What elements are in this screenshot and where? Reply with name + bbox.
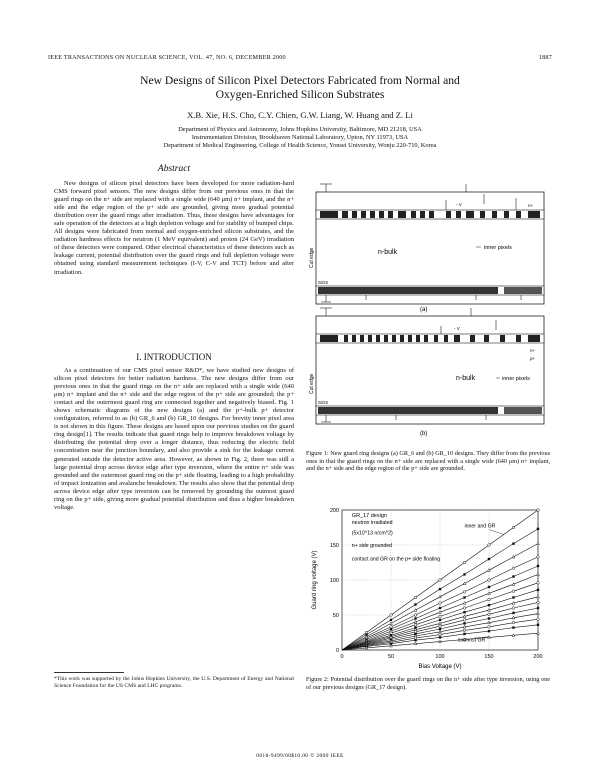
data-point — [537, 601, 540, 604]
annotation-arrow — [489, 530, 504, 535]
annotation-floating: contact and GR on the p+ side floating — [351, 556, 441, 563]
data-point — [512, 575, 514, 577]
annotation-outmost-gr: outmost GR — [457, 637, 486, 644]
introduction-text: As a continuation of our CMS pixel sensor R&D*, we have studied new designs of silicon pixel detectors for better radiation hardness. The new designs differ from our previous ones in that the guard rings on the n+ side are replaced with a single wide (640 μm) n+ implant and the n+ side and the edge region of the p+ side are grounded; the p+ contact and the outermost guard ring are connected together and negatively biased. Fig. 1 shows schematic diagrams of the new designs (a) and the p+-bulk p+ detector configuration, referred to as (b) GR_6 and (b) GR_10 designs. For brevity inner pixel area is not shown in this figure. These designs are based upon our previous studies on the guard ring design[1]. The results indicate that guard rings help to improve breakdown voltage by distributing the potential drop over a longer distance, thus reducing the electric field concentration near the junction boundary, and also provide a sink for the leakage current generated outside the detector active area. However, as shown in Fig. 2, there was still a large potential drop across device edge after type inversion, where the entire n+ side was grounded and the outermost guard ring on the p+ side floating, leading to a high probability of impact ionization and avalanche breakdown. The results also show that the potential drop across device edge after type inversion can be removed by grounding the outmost guard ring on the p+ side, giving more gradual potential distribution and thus a higher breakdown voltage. — [54, 367, 294, 511]
inner-pixels-label-b: inner pixels — [502, 376, 530, 382]
running-header — [48, 54, 552, 64]
data-point — [439, 615, 442, 618]
data-point — [439, 640, 442, 643]
inner-pixels-label-a: inner pixels — [484, 245, 512, 251]
data-point — [463, 561, 466, 564]
data-point — [537, 556, 540, 559]
data-point — [512, 621, 515, 624]
data-point — [537, 612, 540, 615]
data-point — [488, 604, 490, 606]
data-point — [488, 544, 491, 547]
np-label-a: n+ — [528, 203, 534, 208]
y-tick-label: 100 — [329, 578, 339, 584]
data-point — [463, 591, 466, 594]
data-point — [512, 607, 515, 610]
y-tick-label: 50 — [332, 613, 339, 619]
footnote: *This work was supported by the Johns Hopkins University, the U.S. Department of Energy and National Science Foundation for the US CMS and LHC programs. — [54, 676, 294, 689]
data-point — [439, 602, 442, 605]
data-point — [439, 625, 442, 628]
cut-edge-label-b: Cut edge — [309, 373, 315, 394]
data-point — [439, 633, 442, 636]
sio2-label-a: SiO2 — [318, 280, 329, 285]
x-axis-label: Bias Voltage (V) — [418, 664, 462, 670]
bias-label-a: - V — [456, 202, 462, 207]
y-axis-label: Guard ring voltage (V) — [312, 550, 318, 610]
figure-1-diagram — [306, 180, 556, 442]
np-label-b: n+ — [530, 348, 536, 353]
page-number: 1887 — [538, 54, 552, 61]
data-point — [512, 616, 515, 619]
data-point — [512, 567, 515, 570]
data-point — [463, 629, 466, 632]
data-point — [537, 582, 540, 585]
data-point — [414, 642, 417, 645]
affiliation-1: Department of Physics and Astronomy, Johns Hopkins University, Baltimore, MD 21218, USA — [178, 126, 422, 133]
data-point — [463, 573, 465, 575]
title-line-1: New Designs of Silicon Pixel Detectors Fabricated from Normal and — [140, 74, 460, 87]
data-point — [463, 615, 466, 618]
data-point — [488, 609, 491, 612]
data-point — [414, 621, 417, 624]
data-point — [439, 611, 442, 614]
data-point — [488, 592, 491, 595]
n-bulk-label-a: n-bulk — [378, 249, 398, 256]
data-point — [512, 626, 514, 628]
data-point — [488, 626, 491, 629]
data-point — [439, 630, 442, 633]
y-tick-label: 0 — [335, 648, 339, 654]
data-point — [439, 619, 441, 621]
affiliation-2: Instrumentation Division, Brookhaven National Laboratory, Upton, NY 11973, USA — [191, 134, 409, 141]
data-point — [537, 589, 539, 591]
data-point — [537, 624, 539, 626]
data-point — [512, 612, 514, 614]
data-point — [488, 558, 490, 560]
figure-1a — [309, 184, 544, 313]
data-point — [512, 542, 514, 544]
y-tick-label: 200 — [329, 508, 339, 514]
annotation-design: GR_17 design — [351, 513, 387, 519]
data-point — [512, 526, 515, 529]
n-bulk-label-b: n-bulk — [456, 375, 476, 382]
data-point — [414, 624, 417, 627]
abstract-text: New designs of silicon pixel detectors have been developed for more radiation-hard CMS forward pixel sensors. The new designs differ from our previous ones in that the guard rings on the n+ side are replaced with a single wide (640 μm) n+ implant, and the n+ side and the edge region of the p+ side are grounded, giving more gradual potential distribution over the guard rings after irradiation. Thus, these designs have advantages for safe operation of the detectors at a high depletion voltage and for stability of bumped chips. All designs were fabricated from normal and oxygen-enriched silicon substrates, and the radiation hardness effects for neutron (1 MeV equivalent) and proton (24 GeV) irradiation of these detectors were compared. Other electrical characteristics of these detectors such as leakage current, potential distribution over the guard rings and full depletion voltage were obtained using standard measurement techniques (I-V, C-V and TCT) before and after irradiation. — [54, 180, 294, 276]
data-point — [463, 607, 466, 610]
annotation-inner-gr: inner and GR — [464, 523, 496, 530]
figure-1a-label: (a) — [420, 307, 428, 313]
data-point — [463, 582, 466, 585]
data-point — [439, 636, 441, 638]
data-point — [414, 609, 417, 612]
data-point — [537, 565, 539, 567]
data-point — [463, 622, 465, 624]
cut-edge-label-a: Cut edge — [309, 247, 315, 268]
data-point — [414, 614, 417, 617]
data-point — [537, 528, 539, 530]
data-point — [537, 573, 540, 576]
data-point — [512, 602, 515, 605]
data-point — [390, 614, 393, 617]
data-point — [488, 621, 491, 624]
data-point — [439, 595, 442, 598]
x-tick-label: 150 — [484, 654, 494, 660]
sio2-label-b: SiO2 — [318, 400, 329, 405]
annotation-irradiation: neutron irradiated — [351, 520, 393, 526]
data-point — [463, 633, 465, 635]
pp-label-b: p+ — [530, 356, 536, 361]
data-point — [537, 632, 540, 635]
abstract-heading: Abstract — [157, 164, 191, 174]
data-point — [537, 595, 540, 598]
figure-1b-label: (b) — [420, 431, 428, 437]
annotation-grounded: n+ side grounded — [351, 543, 393, 550]
data-point — [488, 617, 490, 619]
data-point — [439, 622, 442, 625]
figure-1b — [309, 308, 544, 437]
figure-2-chart — [306, 500, 550, 672]
author-list: X.B. Xie, H.S. Cho, C.Y. Chien, G.W. Liang, W. Huang and Z. Li — [187, 110, 413, 120]
data-point — [537, 509, 540, 512]
publication-id: 0018-9499/00$10.00 © 2000 IEEE — [256, 753, 344, 759]
x-tick-label: 200 — [533, 654, 543, 660]
journal-name: IEEE TRANSACTIONS ON NUCLEAR SCIENCE, VOL. 47, NO. 6, DECEMBER 2000 — [48, 54, 286, 61]
data-point — [512, 634, 515, 637]
paper-title — [60, 74, 540, 102]
data-point — [512, 583, 515, 586]
figure-1-caption: Figure 1: New guard ring designs (a) GR_6 and (b) GR_10 designs. They differ from the previous ones in that the guard rings on the n+ side are replaced with a single wide (640 μm) n+ implant, and the n+ side and the edge region of the p+ side are grounded. — [306, 450, 550, 473]
data-point — [537, 542, 540, 545]
data-point — [439, 607, 441, 609]
data-point — [512, 596, 514, 598]
title-line-2: Oxygen-Enriched Silicon Substrates — [215, 88, 385, 101]
data-point — [488, 613, 491, 616]
data-point — [390, 619, 392, 621]
abstract-body — [54, 180, 294, 277]
x-tick-label: 50 — [387, 654, 395, 660]
data-point — [414, 639, 416, 641]
data-point — [512, 555, 515, 558]
data-point — [488, 569, 491, 572]
x-tick-label: 100 — [435, 654, 445, 660]
footnote-rule — [54, 672, 124, 673]
figure-2-caption: Figure 2: Potential distribution over the guard rings on the n+ side after type inversion, using one of our previous designs (GR_17 design). — [306, 676, 550, 691]
data-point — [488, 598, 491, 601]
data-point — [414, 617, 416, 619]
data-point — [390, 622, 393, 625]
data-point — [488, 579, 491, 582]
affiliation-3: Department of Medical Engineering, College of Health Science, Yonsei University, Wonju 220-710, Korea — [163, 142, 437, 149]
data-point — [488, 586, 490, 588]
introduction-body — [54, 367, 294, 512]
data-point — [537, 607, 539, 609]
data-point — [537, 618, 540, 621]
data-point — [463, 602, 466, 605]
data-point — [463, 625, 466, 628]
data-point — [414, 603, 416, 605]
data-point — [488, 630, 490, 632]
data-point — [488, 636, 491, 639]
data-point — [463, 611, 465, 613]
data-point — [439, 588, 441, 590]
annotation-fluence: (5x10^13 n/cm^2) — [351, 530, 393, 537]
bias-label-b: - V — [454, 326, 460, 331]
data-point — [414, 596, 417, 599]
y-tick-label: 150 — [329, 543, 339, 549]
introduction-heading: I. INTRODUCTION — [136, 352, 212, 362]
data-point — [463, 596, 465, 598]
data-point — [463, 619, 466, 622]
data-point — [439, 579, 442, 582]
x-tick-label: 0 — [340, 654, 344, 660]
data-point — [512, 590, 515, 593]
